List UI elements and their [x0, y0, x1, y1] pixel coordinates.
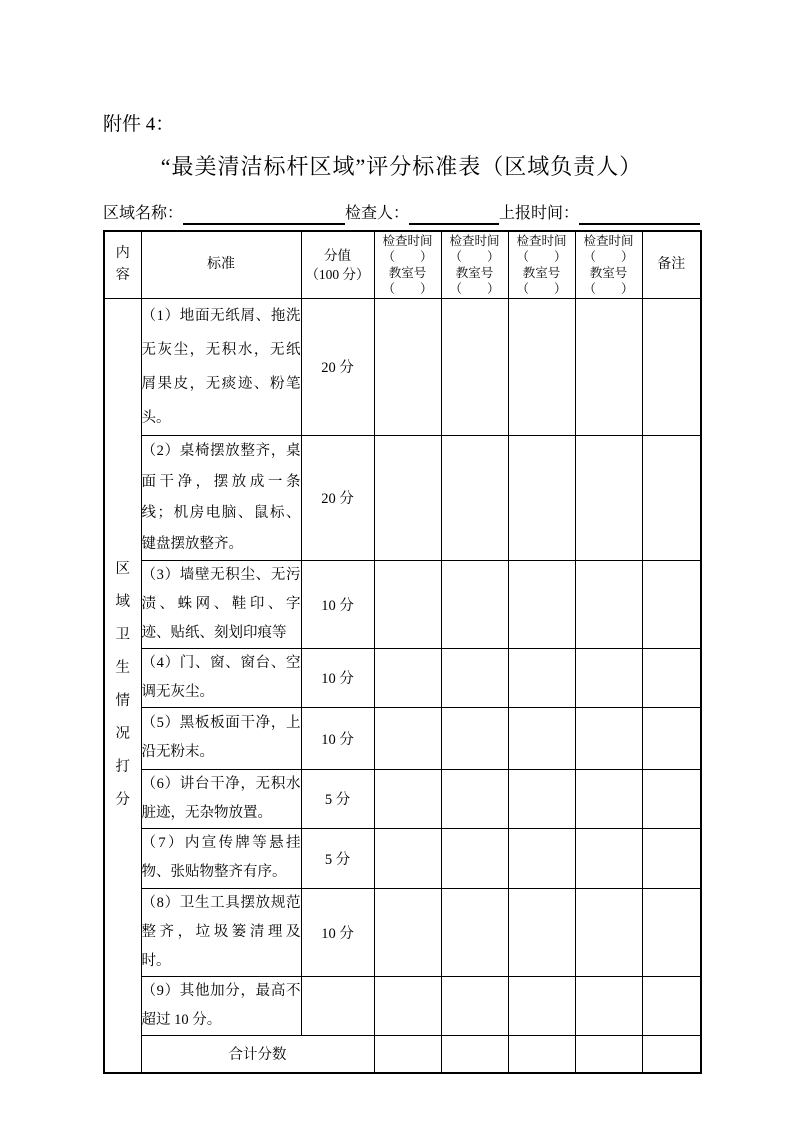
check-entry-cell[interactable]: [441, 298, 508, 435]
standard-cell: （2）桌椅摆放整齐，桌面干净，摆放成一条线；机房电脑、鼠标、键盘摆放整齐。: [141, 435, 301, 560]
standard-cell: （6）讲台干净，无积水脏迹，无杂物放置。: [141, 769, 301, 828]
table-row: [104, 707, 701, 769]
remark-entry-cell[interactable]: [642, 828, 701, 888]
check-entry-cell[interactable]: [575, 769, 642, 828]
standard-cell: （1）地面无纸屑、拖洗无灰尘，无积水，无纸屑果皮，无痰迹、粉笔头。: [141, 298, 301, 435]
header-score: 分值 （100 分）: [301, 231, 374, 298]
check-entry-cell[interactable]: [374, 560, 441, 648]
check-entry-cell[interactable]: [374, 769, 441, 828]
remark-entry-cell[interactable]: [642, 707, 701, 769]
check-entry-cell[interactable]: [374, 888, 441, 976]
inspector-blank[interactable]: [409, 204, 499, 225]
standard-cell: （8）卫生工具摆放规范整齐，垃圾篓清理及时。: [141, 888, 301, 976]
check-entry-cell[interactable]: [441, 828, 508, 888]
header-content: 内容: [104, 231, 141, 298]
check-entry-cell[interactable]: [508, 769, 575, 828]
table-row: [104, 435, 701, 560]
check-entry-cell[interactable]: [508, 707, 575, 769]
remark-entry-cell[interactable]: [642, 560, 701, 648]
score-cell[interactable]: [301, 976, 374, 1035]
header-remarks: 备注: [642, 231, 701, 298]
table-header-row: [104, 231, 701, 298]
check-entry-cell[interactable]: [575, 707, 642, 769]
check-entry-cell[interactable]: [508, 560, 575, 648]
remark-entry-cell[interactable]: [642, 648, 701, 707]
region-name-blank[interactable]: [183, 204, 345, 225]
header-check-1: 检查时间 （ ） 教室号 （ ）: [374, 231, 441, 298]
check-entry-cell[interactable]: [374, 976, 441, 1035]
score-cell: 10 分: [301, 560, 374, 648]
remark-entry-cell[interactable]: [642, 888, 701, 976]
check-entry-cell[interactable]: [575, 828, 642, 888]
report-time-label: 上报时间：: [499, 205, 580, 222]
check-entry-cell[interactable]: [508, 648, 575, 707]
check-entry-cell[interactable]: [441, 888, 508, 976]
header-check-4: 检查时间 （ ） 教室号 （ ）: [575, 231, 642, 298]
score-cell: 10 分: [301, 888, 374, 976]
check-entry-cell[interactable]: [441, 707, 508, 769]
total-entry-cell[interactable]: [508, 1035, 575, 1073]
score-cell: 20 分: [301, 435, 374, 560]
header-standard: 标准: [141, 231, 301, 298]
total-row: [104, 1035, 701, 1073]
standard-cell: （9）其他加分，最高不超过 10 分。: [141, 976, 301, 1035]
check-entry-cell[interactable]: [575, 435, 642, 560]
check-entry-cell[interactable]: [374, 648, 441, 707]
check-entry-cell[interactable]: [441, 648, 508, 707]
inspector-label: 检查人：: [345, 205, 410, 222]
check-entry-cell[interactable]: [575, 888, 642, 976]
check-entry-cell[interactable]: [575, 976, 642, 1035]
score-cell: 10 分: [301, 707, 374, 769]
total-entry-cell[interactable]: [575, 1035, 642, 1073]
check-entry-cell[interactable]: [441, 435, 508, 560]
total-label-cell: 合计分数: [141, 1035, 374, 1073]
remark-entry-cell[interactable]: [642, 435, 701, 560]
score-cell: 20 分: [301, 298, 374, 435]
row-group-label-cell: [104, 298, 141, 1073]
check-entry-cell[interactable]: [441, 560, 508, 648]
standard-cell: （5）黑板板面干净，上沿无粉末。: [141, 707, 301, 769]
table-row: [104, 648, 701, 707]
row-group-label: 区域卫生情况打分: [115, 561, 130, 809]
header-check-2: 检查时间 （ ） 教室号 （ ）: [441, 231, 508, 298]
table-row: [104, 888, 701, 976]
scoring-table: [103, 230, 702, 1074]
check-entry-cell[interactable]: [575, 648, 642, 707]
total-remark-cell[interactable]: [642, 1035, 701, 1073]
page-title: “最美清洁标杆区域”评分标准表（区域负责人）: [160, 154, 643, 179]
standard-cell: （4）门、窗、窗台、空调无灰尘。: [141, 648, 301, 707]
report-time-blank[interactable]: [579, 204, 700, 225]
table-row: [104, 828, 701, 888]
total-entry-cell[interactable]: [441, 1035, 508, 1073]
table-row: [104, 298, 701, 435]
score-cell: 5 分: [301, 769, 374, 828]
check-entry-cell[interactable]: [575, 298, 642, 435]
remark-entry-cell[interactable]: [642, 976, 701, 1035]
attachment-label: 附件 4：: [103, 114, 175, 135]
check-entry-cell[interactable]: [374, 435, 441, 560]
standard-cell: （3）墙壁无积尘、无污渍、蛛网、鞋印、字迹、贴纸、刻划印痕等: [141, 560, 301, 648]
standard-cell: （7）内宣传牌等悬挂物、张贴物整齐有序。: [141, 828, 301, 888]
check-entry-cell[interactable]: [508, 828, 575, 888]
table-row: [104, 976, 701, 1035]
check-entry-cell[interactable]: [508, 298, 575, 435]
total-entry-cell[interactable]: [374, 1035, 441, 1073]
table-row: [104, 769, 701, 828]
check-entry-cell[interactable]: [374, 707, 441, 769]
table-row: [104, 560, 701, 648]
check-entry-cell[interactable]: [374, 828, 441, 888]
check-entry-cell[interactable]: [508, 435, 575, 560]
form-header-line: [103, 203, 700, 225]
remark-entry-cell[interactable]: [642, 298, 701, 435]
document-content: [103, 112, 700, 1074]
check-entry-cell[interactable]: [575, 560, 642, 648]
header-check-3: 检查时间 （ ） 教室号 （ ）: [508, 231, 575, 298]
check-entry-cell[interactable]: [441, 769, 508, 828]
score-cell: 10 分: [301, 648, 374, 707]
check-entry-cell[interactable]: [374, 298, 441, 435]
check-entry-cell[interactable]: [508, 888, 575, 976]
region-name-label: 区域名称：: [103, 205, 184, 222]
check-entry-cell[interactable]: [508, 976, 575, 1035]
remark-entry-cell[interactable]: [642, 769, 701, 828]
score-cell: 5 分: [301, 828, 374, 888]
check-entry-cell[interactable]: [441, 976, 508, 1035]
